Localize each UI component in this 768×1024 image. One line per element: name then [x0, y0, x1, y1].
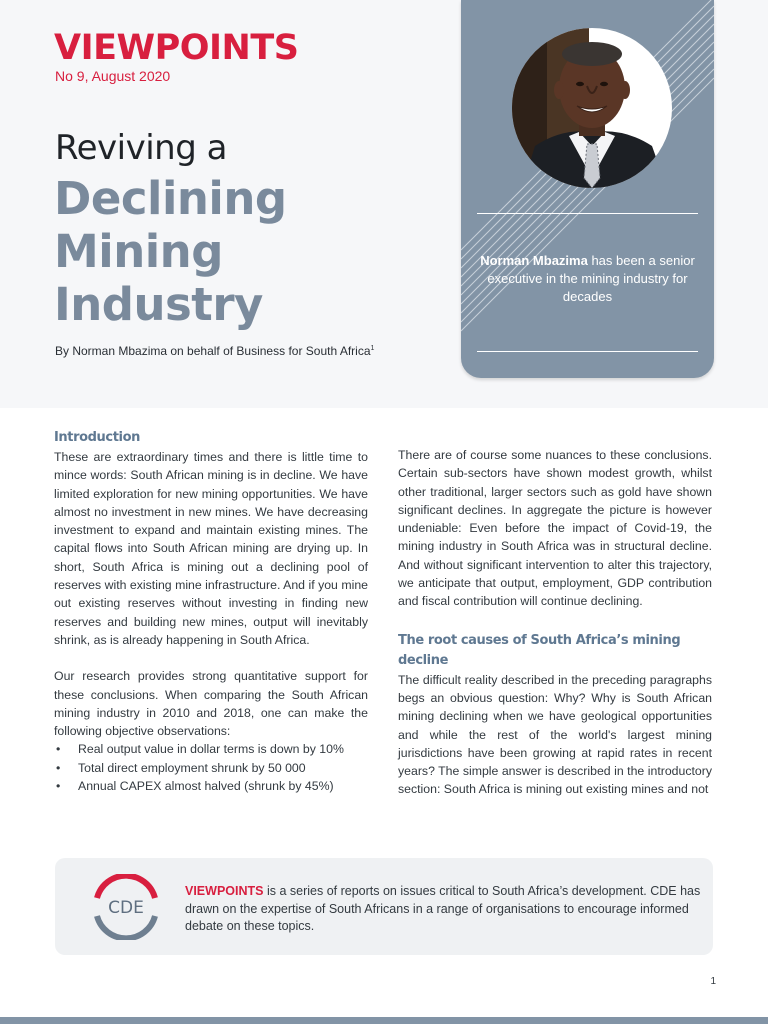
page-title [54, 172, 434, 331]
card-divider-top [477, 213, 698, 214]
article-column-right [398, 446, 712, 799]
title-lead: Reviving a [55, 128, 227, 168]
author-description: has been a senior executive in the mining industry for decades [487, 253, 695, 304]
paragraph: The difficult reality described in the preceding paragraphs begs an obvious question: Why? Why is South African mining declining when we have geological opportunities and while the rest of the world's largest mining jurisdictions have been growing at rapid rates in recent years? The simple answer is described in the introductory section: South Africa is mining out existing mines and not [398, 672, 712, 797]
list-item: • Annual CAPEX almost halved (shrunk by 45%) [54, 777, 368, 795]
section-heading-root-causes: The root causes of South Africa’s mining decline [398, 632, 681, 668]
publisher-description-text: is a series of reports on issues critical to South Africa’s development. CDE has drawn on the expertise of South Africans in a range of organisations to encourage informed debate on these topics. [185, 884, 701, 933]
byline-text: By Norman Mbazima on behalf of Business for South Africa [55, 344, 371, 358]
title-line: Declining [54, 172, 287, 225]
publisher-info-box [55, 858, 713, 955]
section-heading-introduction: Introduction [54, 430, 140, 445]
paragraph: There are of course some nuances to these conclusions. Certain sub-sectors have shown modest growth, whilst other traditional, larger sectors such as gold have shown significant declines. In aggregate the picture is however undeniable: Even before the impact of Covid-19, the mining industry in South Africa was in structural decline. And without significant intervention to alter this trajectory, we anticipate that output, employment, GDP contribution and fiscal contribution will continue declining. [398, 448, 712, 609]
footnote-marker: 1 [370, 345, 375, 352]
list-item: • Real output value in dollar terms is down by 10% [54, 740, 368, 758]
author-bio [479, 252, 696, 306]
publisher-description [185, 883, 705, 936]
author-profile-card [461, 0, 714, 378]
paragraph: These are extraordinary times and there is little time to mince words: South African mining is in decline. We have limited exploration for new mining opportunities. We have almost no investment in new mines. We have decreasing investment to expand and maintain existing mines. The capital flows into South African mining are drying up. In short, South Africa is mining out a declining pool of reserves with existing mine infrastructure. And if you mine out existing reserves without investing in finding new reserves and building new mines, output will inevitably shrink, as is already happening in South Africa. [54, 450, 368, 647]
observations-list [54, 740, 368, 795]
title-line: Industry [54, 278, 263, 331]
publication-brand: VIEWPOINTS [54, 28, 299, 68]
author-name: Norman Mbazima [480, 253, 588, 268]
brand-highlight: VIEWPOINTS [185, 884, 264, 898]
page-number: 1 [710, 976, 716, 987]
list-item: • Total direct employment shrunk by 50 000 [54, 759, 368, 777]
issue-label: No 9, August 2020 [55, 68, 171, 84]
cde-logo [91, 874, 161, 940]
bottom-bar [0, 1017, 768, 1024]
article-column-left [54, 428, 368, 795]
card-divider-bottom [477, 351, 698, 352]
cde-logo-text: CDE [108, 898, 144, 918]
author-portrait [507, 28, 677, 188]
byline [55, 344, 374, 358]
title-line: Mining [54, 225, 223, 278]
paragraph: Our research provides strong quantitative support for these conclusions. When comparing the South African mining industry in 2010 and 2018, one can make the following objective observations: [54, 669, 368, 739]
